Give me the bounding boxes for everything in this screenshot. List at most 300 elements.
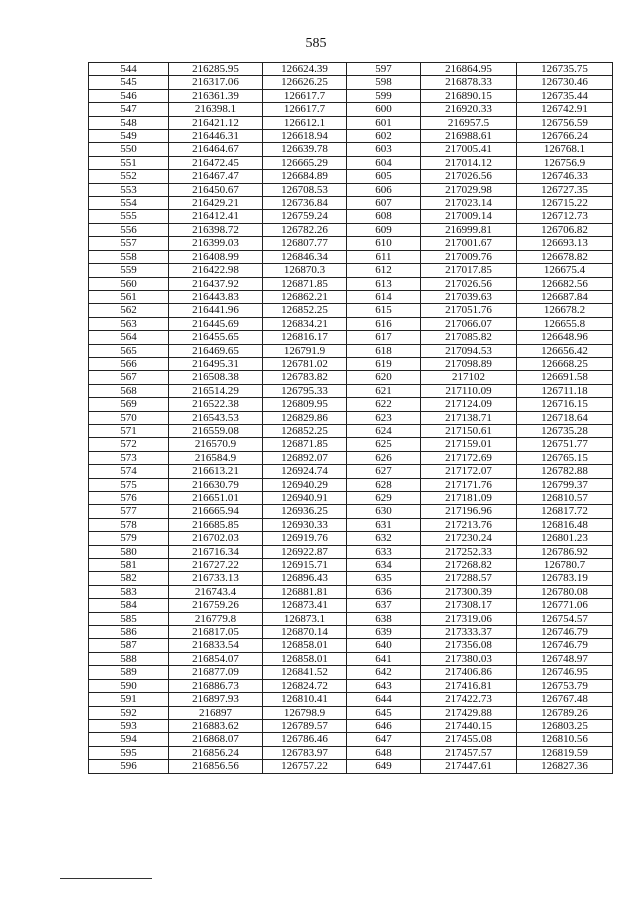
x-coordinate-cell: 216864.95 <box>421 63 517 76</box>
y-coordinate-cell: 126789.26 <box>517 706 613 719</box>
table-row <box>89 505 613 518</box>
x-coordinate-cell: 217005.41 <box>421 143 517 156</box>
x-coordinate-cell: 216886.73 <box>169 679 263 692</box>
x-coordinate-cell: 217308.17 <box>421 599 517 612</box>
x-coordinate-cell: 216398.72 <box>169 223 263 236</box>
x-coordinate-cell: 217138.71 <box>421 411 517 424</box>
footnote-divider <box>60 878 152 879</box>
x-coordinate-cell: 216999.81 <box>421 223 517 236</box>
x-coordinate-cell: 216727.22 <box>169 559 263 572</box>
y-coordinate-cell: 126798.9 <box>263 706 347 719</box>
point-number-cell: 544 <box>89 63 169 76</box>
point-number-cell: 564 <box>89 331 169 344</box>
table-row <box>89 532 613 545</box>
table-row <box>89 438 613 451</box>
y-coordinate-cell: 126730.46 <box>517 76 613 89</box>
x-coordinate-cell: 216467.47 <box>169 170 263 183</box>
y-coordinate-cell: 126678.2 <box>517 304 613 317</box>
x-coordinate-cell: 216733.13 <box>169 572 263 585</box>
x-coordinate-cell: 217110.09 <box>421 384 517 397</box>
y-coordinate-cell: 126735.44 <box>517 89 613 102</box>
point-number-cell: 571 <box>89 424 169 437</box>
point-number-cell: 554 <box>89 197 169 210</box>
x-coordinate-cell: 216897 <box>169 706 263 719</box>
table-row <box>89 652 613 665</box>
table-row <box>89 317 613 330</box>
point-number-cell: 563 <box>89 317 169 330</box>
y-coordinate-cell: 126810.57 <box>517 492 613 505</box>
x-coordinate-cell: 217171.76 <box>421 478 517 491</box>
y-coordinate-cell: 126786.46 <box>263 733 347 746</box>
x-coordinate-cell: 216759.26 <box>169 599 263 612</box>
point-number-cell: 566 <box>89 357 169 370</box>
table-row <box>89 183 613 196</box>
x-coordinate-cell: 217023.14 <box>421 197 517 210</box>
y-coordinate-cell: 126780.7 <box>517 559 613 572</box>
point-number-cell: 638 <box>347 612 421 625</box>
x-coordinate-cell: 217051.76 <box>421 304 517 317</box>
table-row <box>89 156 613 169</box>
table-row <box>89 626 613 639</box>
y-coordinate-cell: 126892.07 <box>263 451 347 464</box>
x-coordinate-cell: 217026.56 <box>421 277 517 290</box>
point-number-cell: 627 <box>347 465 421 478</box>
point-number-cell: 646 <box>347 719 421 732</box>
y-coordinate-cell: 126782.88 <box>517 465 613 478</box>
table-row <box>89 693 613 706</box>
x-coordinate-cell: 216988.61 <box>421 130 517 143</box>
y-coordinate-cell: 126870.14 <box>263 626 347 639</box>
point-number-cell: 623 <box>347 411 421 424</box>
x-coordinate-cell: 217026.56 <box>421 170 517 183</box>
point-number-cell: 629 <box>347 492 421 505</box>
y-coordinate-cell: 126819.59 <box>517 746 613 759</box>
x-coordinate-cell: 217172.69 <box>421 451 517 464</box>
y-coordinate-cell: 126735.28 <box>517 424 613 437</box>
x-coordinate-cell: 216878.33 <box>421 76 517 89</box>
point-number-cell: 637 <box>347 599 421 612</box>
y-coordinate-cell: 126656.42 <box>517 344 613 357</box>
table-row <box>89 304 613 317</box>
point-number-cell: 606 <box>347 183 421 196</box>
y-coordinate-cell: 126711.18 <box>517 384 613 397</box>
table-row <box>89 478 613 491</box>
y-coordinate-cell: 126896.43 <box>263 572 347 585</box>
point-number-cell: 622 <box>347 398 421 411</box>
x-coordinate-cell: 217455.08 <box>421 733 517 746</box>
y-coordinate-cell: 126771.06 <box>517 599 613 612</box>
point-number-cell: 576 <box>89 492 169 505</box>
x-coordinate-cell: 216702.03 <box>169 532 263 545</box>
point-number-cell: 573 <box>89 451 169 464</box>
y-coordinate-cell: 126834.21 <box>263 317 347 330</box>
y-coordinate-cell: 126824.72 <box>263 679 347 692</box>
x-coordinate-cell: 217416.81 <box>421 679 517 692</box>
point-number-cell: 610 <box>347 237 421 250</box>
point-number-cell: 645 <box>347 706 421 719</box>
x-coordinate-cell: 217085.82 <box>421 331 517 344</box>
x-coordinate-cell: 216877.09 <box>169 666 263 679</box>
y-coordinate-cell: 126708.53 <box>263 183 347 196</box>
table-row <box>89 344 613 357</box>
y-coordinate-cell: 126712.73 <box>517 210 613 223</box>
y-coordinate-cell: 126768.1 <box>517 143 613 156</box>
table-row <box>89 706 613 719</box>
y-coordinate-cell: 126810.41 <box>263 693 347 706</box>
point-number-cell: 584 <box>89 599 169 612</box>
point-number-cell: 574 <box>89 465 169 478</box>
x-coordinate-cell: 216522.38 <box>169 398 263 411</box>
table-row <box>89 599 613 612</box>
x-coordinate-cell: 217039.63 <box>421 290 517 303</box>
table-row <box>89 424 613 437</box>
y-coordinate-cell: 126746.95 <box>517 666 613 679</box>
x-coordinate-cell: 216408.99 <box>169 250 263 263</box>
y-coordinate-cell: 126756.9 <box>517 156 613 169</box>
point-number-cell: 626 <box>347 451 421 464</box>
x-coordinate-cell: 216464.67 <box>169 143 263 156</box>
table-row <box>89 719 613 732</box>
point-number-cell: 625 <box>347 438 421 451</box>
y-coordinate-cell: 126858.01 <box>263 652 347 665</box>
x-coordinate-cell: 216920.33 <box>421 103 517 116</box>
y-coordinate-cell: 126799.37 <box>517 478 613 491</box>
point-number-cell: 640 <box>347 639 421 652</box>
point-number-cell: 567 <box>89 371 169 384</box>
point-number-cell: 648 <box>347 746 421 759</box>
x-coordinate-cell: 217356.08 <box>421 639 517 652</box>
y-coordinate-cell: 126803.25 <box>517 719 613 732</box>
table-row <box>89 492 613 505</box>
point-number-cell: 649 <box>347 760 421 773</box>
x-coordinate-cell: 216890.15 <box>421 89 517 102</box>
point-number-cell: 607 <box>347 197 421 210</box>
x-coordinate-cell: 216543.53 <box>169 411 263 424</box>
y-coordinate-cell: 126783.97 <box>263 746 347 759</box>
point-number-cell: 616 <box>347 317 421 330</box>
y-coordinate-cell: 126693.13 <box>517 237 613 250</box>
page-number: 585 <box>305 36 327 51</box>
point-number-cell: 612 <box>347 264 421 277</box>
y-coordinate-cell: 126881.81 <box>263 585 347 598</box>
x-coordinate-cell: 217333.37 <box>421 626 517 639</box>
table-row <box>89 398 613 411</box>
y-coordinate-cell: 126873.41 <box>263 599 347 612</box>
x-coordinate-cell: 216665.94 <box>169 505 263 518</box>
x-coordinate-cell: 216613.21 <box>169 465 263 478</box>
table-row <box>89 331 613 344</box>
point-number-cell: 582 <box>89 572 169 585</box>
y-coordinate-cell: 126718.64 <box>517 411 613 424</box>
point-number-cell: 624 <box>347 424 421 437</box>
x-coordinate-cell: 217159.01 <box>421 438 517 451</box>
x-coordinate-cell: 216441.96 <box>169 304 263 317</box>
y-coordinate-cell: 126626.25 <box>263 76 347 89</box>
x-coordinate-cell: 217094.53 <box>421 344 517 357</box>
table-row <box>89 103 613 116</box>
table-row <box>89 760 613 773</box>
y-coordinate-cell: 126746.79 <box>517 639 613 652</box>
x-coordinate-cell: 217268.82 <box>421 559 517 572</box>
point-number-cell: 632 <box>347 532 421 545</box>
table-row <box>89 116 613 129</box>
table-body <box>89 63 613 774</box>
point-number-cell: 636 <box>347 585 421 598</box>
y-coordinate-cell: 126783.19 <box>517 572 613 585</box>
y-coordinate-cell: 126940.91 <box>263 492 347 505</box>
x-coordinate-cell: 217440.15 <box>421 719 517 732</box>
y-coordinate-cell: 126922.87 <box>263 545 347 558</box>
x-coordinate-cell: 216743.4 <box>169 585 263 598</box>
point-number-cell: 580 <box>89 545 169 558</box>
x-coordinate-cell: 216508.38 <box>169 371 263 384</box>
point-number-cell: 603 <box>347 143 421 156</box>
y-coordinate-cell: 126735.75 <box>517 63 613 76</box>
x-coordinate-cell: 217009.14 <box>421 210 517 223</box>
y-coordinate-cell: 126795.33 <box>263 384 347 397</box>
y-coordinate-cell: 126858.01 <box>263 639 347 652</box>
table-row <box>89 384 613 397</box>
point-number-cell: 558 <box>89 250 169 263</box>
point-number-cell: 643 <box>347 679 421 692</box>
x-coordinate-cell: 216446.31 <box>169 130 263 143</box>
point-number-cell: 589 <box>89 666 169 679</box>
y-coordinate-cell: 126715.22 <box>517 197 613 210</box>
y-coordinate-cell: 126648.96 <box>517 331 613 344</box>
y-coordinate-cell: 126759.24 <box>263 210 347 223</box>
table-row <box>89 639 613 652</box>
x-coordinate-cell: 216817.05 <box>169 626 263 639</box>
y-coordinate-cell: 126748.97 <box>517 652 613 665</box>
point-number-cell: 597 <box>347 63 421 76</box>
y-coordinate-cell: 126691.58 <box>517 371 613 384</box>
y-coordinate-cell: 126871.85 <box>263 277 347 290</box>
y-coordinate-cell: 126756.59 <box>517 116 613 129</box>
y-coordinate-cell: 126810.56 <box>517 733 613 746</box>
y-coordinate-cell: 126612.1 <box>263 116 347 129</box>
y-coordinate-cell: 126870.3 <box>263 264 347 277</box>
y-coordinate-cell: 126846.34 <box>263 250 347 263</box>
table-row <box>89 237 613 250</box>
point-number-cell: 598 <box>347 76 421 89</box>
x-coordinate-cell: 217098.89 <box>421 357 517 370</box>
x-coordinate-cell: 216584.9 <box>169 451 263 464</box>
y-coordinate-cell: 126807.77 <box>263 237 347 250</box>
table-row <box>89 170 613 183</box>
table-row <box>89 612 613 625</box>
point-number-cell: 578 <box>89 518 169 531</box>
point-number-cell: 635 <box>347 572 421 585</box>
y-coordinate-cell: 126781.02 <box>263 357 347 370</box>
point-number-cell: 599 <box>347 89 421 102</box>
point-number-cell: 593 <box>89 719 169 732</box>
point-number-cell: 583 <box>89 585 169 598</box>
point-number-cell: 600 <box>347 103 421 116</box>
y-coordinate-cell: 126829.86 <box>263 411 347 424</box>
x-coordinate-cell: 217422.73 <box>421 693 517 706</box>
x-coordinate-cell: 216398.1 <box>169 103 263 116</box>
point-number-cell: 547 <box>89 103 169 116</box>
y-coordinate-cell: 126727.35 <box>517 183 613 196</box>
point-number-cell: 601 <box>347 116 421 129</box>
point-number-cell: 595 <box>89 746 169 759</box>
point-number-cell: 548 <box>89 116 169 129</box>
table-row <box>89 290 613 303</box>
y-coordinate-cell: 126930.33 <box>263 518 347 531</box>
y-coordinate-cell: 126809.95 <box>263 398 347 411</box>
point-number-cell: 560 <box>89 277 169 290</box>
table-row <box>89 250 613 263</box>
x-coordinate-cell: 216897.93 <box>169 693 263 706</box>
table-row <box>89 585 613 598</box>
x-coordinate-cell: 216445.69 <box>169 317 263 330</box>
point-number-cell: 611 <box>347 250 421 263</box>
point-number-cell: 546 <box>89 89 169 102</box>
y-coordinate-cell: 126919.76 <box>263 532 347 545</box>
y-coordinate-cell: 126746.33 <box>517 170 613 183</box>
y-coordinate-cell: 126862.21 <box>263 290 347 303</box>
x-coordinate-cell: 216779.8 <box>169 612 263 625</box>
y-coordinate-cell: 126801.23 <box>517 532 613 545</box>
y-coordinate-cell: 126766.24 <box>517 130 613 143</box>
coordinates-table <box>88 62 613 774</box>
y-coordinate-cell: 126871.85 <box>263 438 347 451</box>
x-coordinate-cell: 217196.96 <box>421 505 517 518</box>
x-coordinate-cell: 217288.57 <box>421 572 517 585</box>
x-coordinate-cell: 216957.5 <box>421 116 517 129</box>
point-number-cell: 628 <box>347 478 421 491</box>
point-number-cell: 549 <box>89 130 169 143</box>
point-number-cell: 608 <box>347 210 421 223</box>
y-coordinate-cell: 126754.57 <box>517 612 613 625</box>
x-coordinate-cell: 217300.39 <box>421 585 517 598</box>
point-number-cell: 559 <box>89 264 169 277</box>
x-coordinate-cell: 216412.41 <box>169 210 263 223</box>
y-coordinate-cell: 126716.15 <box>517 398 613 411</box>
point-number-cell: 594 <box>89 733 169 746</box>
x-coordinate-cell: 216833.54 <box>169 639 263 652</box>
point-number-cell: 639 <box>347 626 421 639</box>
point-number-cell: 617 <box>347 331 421 344</box>
point-number-cell: 581 <box>89 559 169 572</box>
point-number-cell: 552 <box>89 170 169 183</box>
point-number-cell: 631 <box>347 518 421 531</box>
point-number-cell: 604 <box>347 156 421 169</box>
point-number-cell: 565 <box>89 344 169 357</box>
x-coordinate-cell: 217230.24 <box>421 532 517 545</box>
y-coordinate-cell: 126639.78 <box>263 143 347 156</box>
x-coordinate-cell: 217172.07 <box>421 465 517 478</box>
x-coordinate-cell: 217213.76 <box>421 518 517 531</box>
x-coordinate-cell: 217252.33 <box>421 545 517 558</box>
x-coordinate-cell: 217447.61 <box>421 760 517 773</box>
x-coordinate-cell: 216514.29 <box>169 384 263 397</box>
table-row <box>89 733 613 746</box>
x-coordinate-cell: 216285.95 <box>169 63 263 76</box>
point-number-cell: 553 <box>89 183 169 196</box>
y-coordinate-cell: 126852.25 <box>263 424 347 437</box>
x-coordinate-cell: 216429.21 <box>169 197 263 210</box>
x-coordinate-cell: 216421.12 <box>169 116 263 129</box>
point-number-cell: 621 <box>347 384 421 397</box>
point-number-cell: 550 <box>89 143 169 156</box>
y-coordinate-cell: 126767.48 <box>517 693 613 706</box>
y-coordinate-cell: 126765.15 <box>517 451 613 464</box>
point-number-cell: 605 <box>347 170 421 183</box>
y-coordinate-cell: 126675.4 <box>517 264 613 277</box>
point-number-cell: 641 <box>347 652 421 665</box>
point-number-cell: 585 <box>89 612 169 625</box>
point-number-cell: 575 <box>89 478 169 491</box>
table-row <box>89 559 613 572</box>
y-coordinate-cell: 126780.08 <box>517 585 613 598</box>
point-number-cell: 619 <box>347 357 421 370</box>
x-coordinate-cell: 217457.57 <box>421 746 517 759</box>
x-coordinate-cell: 217429.88 <box>421 706 517 719</box>
point-number-cell: 642 <box>347 666 421 679</box>
point-number-cell: 615 <box>347 304 421 317</box>
table-row <box>89 411 613 424</box>
point-number-cell: 592 <box>89 706 169 719</box>
table-row <box>89 264 613 277</box>
point-number-cell: 561 <box>89 290 169 303</box>
table-row <box>89 210 613 223</box>
table-row <box>89 277 613 290</box>
x-coordinate-cell: 217380.03 <box>421 652 517 665</box>
x-coordinate-cell: 216868.07 <box>169 733 263 746</box>
table-row <box>89 545 613 558</box>
point-number-cell: 579 <box>89 532 169 545</box>
point-number-cell: 562 <box>89 304 169 317</box>
y-coordinate-cell: 126706.82 <box>517 223 613 236</box>
table-row <box>89 746 613 759</box>
x-coordinate-cell: 216570.9 <box>169 438 263 451</box>
table-row <box>89 143 613 156</box>
y-coordinate-cell: 126915.71 <box>263 559 347 572</box>
y-coordinate-cell: 126655.8 <box>517 317 613 330</box>
x-coordinate-cell: 216651.01 <box>169 492 263 505</box>
x-coordinate-cell: 217014.12 <box>421 156 517 169</box>
point-number-cell: 609 <box>347 223 421 236</box>
x-coordinate-cell: 216883.62 <box>169 719 263 732</box>
point-number-cell: 596 <box>89 760 169 773</box>
y-coordinate-cell: 126736.84 <box>263 197 347 210</box>
point-number-cell: 634 <box>347 559 421 572</box>
point-number-cell: 572 <box>89 438 169 451</box>
x-coordinate-cell: 217009.76 <box>421 250 517 263</box>
x-coordinate-cell: 216495.31 <box>169 357 263 370</box>
y-coordinate-cell: 126753.79 <box>517 679 613 692</box>
x-coordinate-cell: 217319.06 <box>421 612 517 625</box>
point-number-cell: 602 <box>347 130 421 143</box>
point-number-cell: 570 <box>89 411 169 424</box>
y-coordinate-cell: 126682.56 <box>517 277 613 290</box>
y-coordinate-cell: 126742.91 <box>517 103 613 116</box>
x-coordinate-cell: 216685.85 <box>169 518 263 531</box>
y-coordinate-cell: 126668.25 <box>517 357 613 370</box>
table-row <box>89 371 613 384</box>
x-coordinate-cell: 216472.45 <box>169 156 263 169</box>
y-coordinate-cell: 126816.17 <box>263 331 347 344</box>
x-coordinate-cell: 216856.24 <box>169 746 263 759</box>
point-number-cell: 555 <box>89 210 169 223</box>
point-number-cell: 647 <box>347 733 421 746</box>
x-coordinate-cell: 216856.56 <box>169 760 263 773</box>
table-row <box>89 357 613 370</box>
y-coordinate-cell: 126678.82 <box>517 250 613 263</box>
point-number-cell: 630 <box>347 505 421 518</box>
table-row <box>89 666 613 679</box>
